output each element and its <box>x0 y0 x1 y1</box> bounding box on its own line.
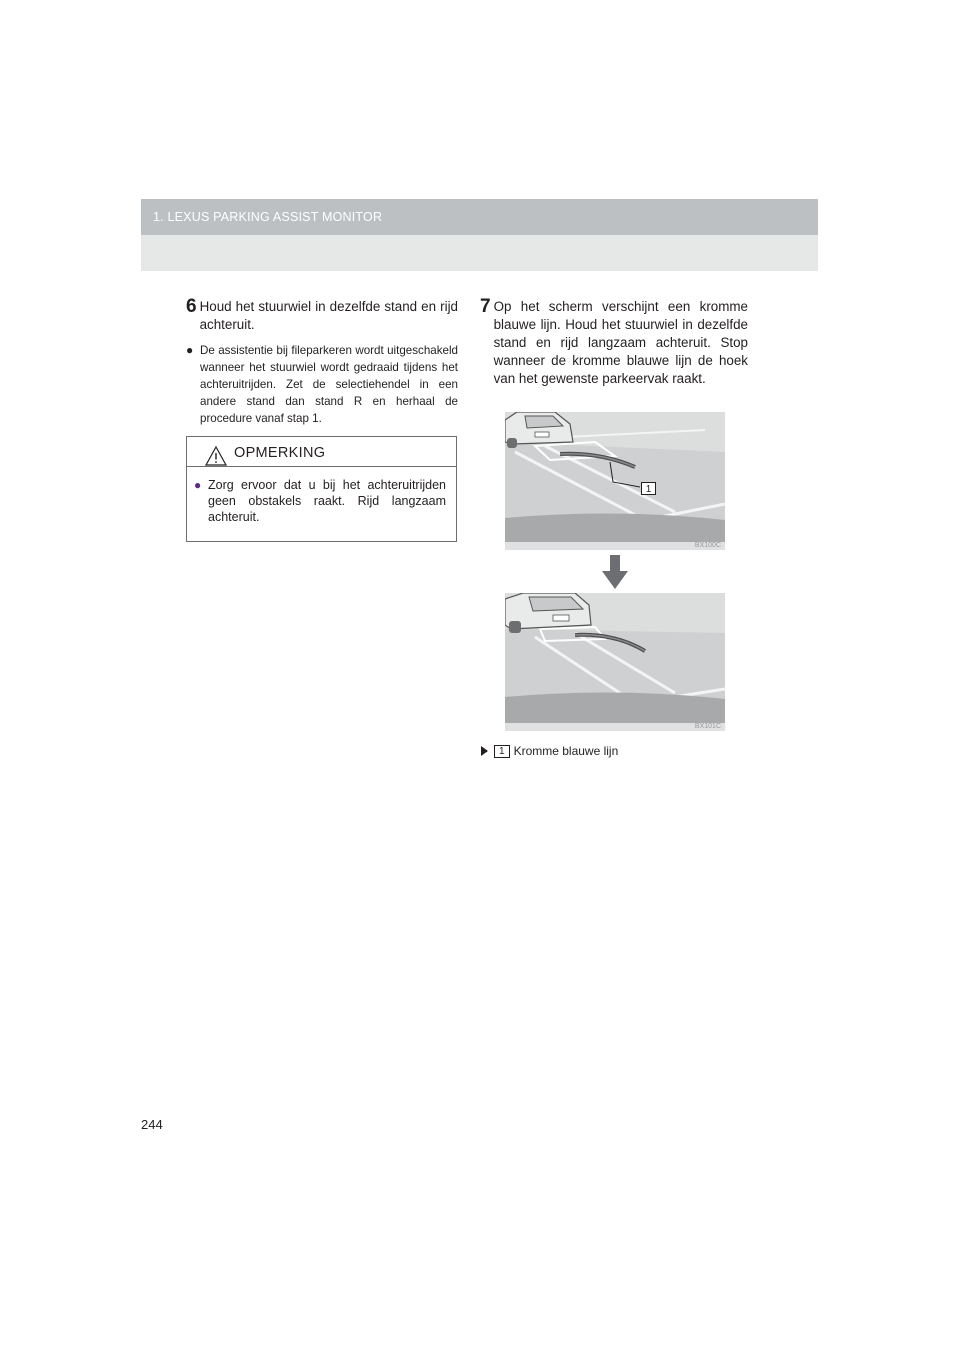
bullet-text: De assistentie bij fileparkeren wordt uitgeschakeld wanneer het stuurwiel wordt gedraaid tijdens het achteruitrijden. Zet de selectiehendel in een andere stand dan stand R en herhaal de procedure vanaf stap 1. <box>200 344 458 425</box>
note-body <box>187 467 456 525</box>
play-triangle-icon <box>481 746 488 756</box>
page-header <box>141 199 818 271</box>
note-box <box>186 436 457 542</box>
note-bullet-icon: ● <box>194 478 202 492</box>
parking-screen-figure-top <box>505 412 725 550</box>
figure-legend <box>481 744 618 758</box>
info-bullet <box>186 342 458 427</box>
legend-number: 1 <box>494 745 510 758</box>
step-6 <box>186 298 458 334</box>
note-header <box>187 437 456 467</box>
page-number: 244 <box>141 1117 163 1132</box>
arrow-down-icon <box>602 555 628 589</box>
note-title: OPMERKING <box>234 445 326 461</box>
bullet-icon: ● <box>186 343 194 357</box>
section-title: 1. LEXUS PARKING ASSIST MONITOR <box>153 210 383 224</box>
step-number: 7 <box>480 296 491 317</box>
figure-code: BX100C <box>694 542 721 549</box>
note-text: Zorg ervoor dat u bij het achteruitrijden geen obstakels raakt. Rijd langzaam achteruit. <box>208 478 446 524</box>
callout-number-box: 1 <box>641 482 656 495</box>
warning-triangle-icon <box>204 445 228 467</box>
rear-camera-view-illustration <box>505 593 725 731</box>
step-number: 6 <box>186 296 197 317</box>
parking-screen-figure-bottom <box>505 593 725 731</box>
step-text: Houd het stuurwiel in dezelfde stand en rijd achteruit. <box>199 299 458 332</box>
legend-label: Kromme blauwe lijn <box>513 744 619 758</box>
step-7 <box>480 298 748 388</box>
left-column <box>186 298 458 427</box>
header-strip <box>141 199 818 235</box>
figure-code: BX101C <box>694 723 721 730</box>
right-column <box>480 298 748 388</box>
rear-camera-view-illustration <box>505 412 725 550</box>
step-text: Op het scherm verschijnt een kromme blauwe lijn. Houd het stuurwiel in dezelfde stand en rijd langzaam achteruit. Stop wanneer de kromme blauwe lijn de hoek van het gewenste parkeervak raakt. <box>493 299 748 386</box>
